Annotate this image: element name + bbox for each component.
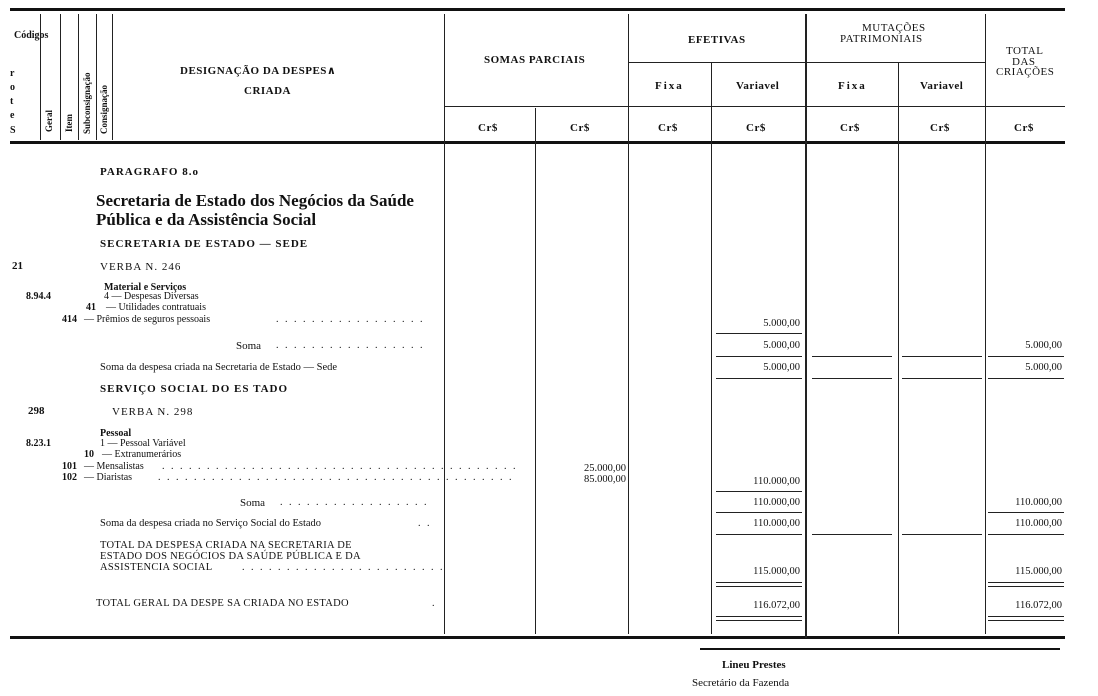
total-secretaria-total: 115.000,00 [1015, 566, 1062, 577]
signature-name: Lineu Prestes [722, 659, 786, 671]
currency-label: Cr$ [1014, 122, 1034, 134]
sum-line [902, 356, 982, 357]
secretaria-title: Secretaria de Estado dos Negócios da Saúde [96, 191, 414, 210]
bottom-rule-2 [700, 648, 1060, 650]
left-letter: e [10, 110, 15, 121]
item-pessoal-variavel: 1 — Pessoal Variável [100, 438, 186, 449]
mensalistas-value: 25.000,00 [584, 463, 626, 474]
sum-line [902, 378, 982, 379]
total-secretaria-label-3: ASSISTENCIA SOCIAL [100, 562, 213, 573]
header-vline [60, 14, 61, 140]
verba-code: 298 [28, 405, 45, 417]
item-diaristas: — Diaristas [84, 472, 133, 483]
sum-line [716, 582, 802, 583]
codigos-label: Códigos [14, 30, 49, 41]
variavel-header: Variavel [920, 80, 964, 92]
dot-leader: . . [418, 518, 432, 529]
header-vline [985, 14, 986, 634]
bottom-rule [10, 636, 1065, 639]
soma-servico-label: Soma da despesa criada no Serviço Social do Estado [100, 518, 322, 529]
soma2-total: 110.000,00 [1015, 497, 1062, 508]
verba-heading: VERBA N. 246 [100, 261, 182, 273]
header-vline [444, 14, 445, 634]
dot-leader: . . . . . . . . . . . . . . . . . [280, 497, 429, 508]
sum-line [988, 586, 1064, 587]
left-letter: r [10, 68, 15, 79]
diaristas-value: 85.000,00 [584, 474, 626, 485]
currency-label: Cr$ [746, 122, 766, 134]
code-8231: 8.23.1 [26, 438, 51, 449]
mutacoes-header: MUTAÇÕES [862, 22, 926, 34]
item-desp-diversas: 4 — Despesas Diversas [104, 291, 199, 302]
header-hline [628, 62, 985, 63]
currency-label: Cr$ [570, 122, 590, 134]
header-vline [535, 108, 536, 634]
sum-line [812, 356, 892, 357]
code-col-subconsignacao: Subconsignação [82, 72, 92, 134]
code-41: 41 [86, 302, 96, 313]
total-header: TOTAL [1006, 45, 1044, 57]
pessoal-heading: Pessoal [100, 428, 132, 439]
currency-label: Cr$ [478, 122, 498, 134]
code-col-item: Item [64, 114, 74, 132]
fixa-header: Fixa [838, 80, 867, 92]
signature-role: Secretário da Fazenda [692, 677, 790, 689]
variavel-header: Variavel [736, 80, 780, 92]
currency-label: Cr$ [930, 122, 950, 134]
total-geral-variavel: 116.072,00 [753, 600, 800, 611]
header-vline [898, 62, 899, 634]
header-vline [96, 14, 97, 140]
sum-line [716, 378, 802, 379]
header-vline [711, 62, 712, 634]
verba-code: 21 [12, 260, 23, 272]
soma1-variavel: 5.000,00 [763, 340, 800, 351]
currency-label: Cr$ [658, 122, 678, 134]
left-letter: S [10, 125, 16, 136]
item-extranumerarios: — Extranumerários [102, 449, 182, 460]
paragrafo-title: PARAGRAFO 8.o [100, 166, 199, 178]
dot-leader: . . . . . . . . . . . . . . . . . [276, 314, 425, 325]
header-bottom-rule [10, 141, 1065, 144]
header-vline [78, 14, 79, 140]
diaristas-variavel: 110.000,00 [753, 476, 800, 487]
fixa-header: Fixa [655, 80, 684, 92]
soma-sede-total: 5.000,00 [1025, 362, 1062, 373]
header-vline [805, 14, 807, 638]
item-mensalistas: — Mensalistas [84, 461, 144, 472]
header-vline [628, 14, 629, 634]
sum-line [716, 333, 802, 334]
total-header-2: DAS [1012, 56, 1036, 68]
item-utilidades: — Utilidades contratuais [106, 302, 206, 313]
top-rule [10, 8, 1065, 11]
dot-leader: . . . . . . . . . . . . . . . . . . . . . . . . . . . . . . . . . . . . . . . . [158, 472, 514, 483]
dot-leader: . . . . . . . . . . . . . . . . . [276, 340, 425, 351]
left-letter: o [10, 82, 15, 93]
sum-line [988, 356, 1064, 357]
left-letter: t [10, 96, 14, 107]
code-894: 8.94.4 [26, 291, 51, 302]
soma-sede-variavel: 5.000,00 [763, 362, 800, 373]
dot-leader: . . . . . . . . . . . . . . . . . . . . . . . . . . . . . . . . . . . . . . . . [162, 461, 518, 472]
total-secretaria-label: TOTAL DA DESPESA CRIADA NA SECRETARIA DE [100, 540, 352, 551]
dot-leader: . [432, 598, 437, 609]
header-vline [112, 14, 113, 140]
sum-line [812, 378, 892, 379]
sum-line [716, 534, 802, 535]
code-col-geral: Geral [44, 110, 54, 132]
sum-line [716, 616, 802, 617]
sum-line [812, 534, 892, 535]
item-premios: — Prêmios de seguros pessoais [84, 314, 211, 325]
code-10: 10 [84, 449, 94, 460]
code-col-consignacao: Consignação [99, 84, 109, 134]
total-geral-total: 116.072,00 [1015, 600, 1062, 611]
efetivas-header: EFETIVAS [688, 34, 746, 46]
soma2-variavel: 110.000,00 [753, 497, 800, 508]
code-102: 102 [62, 472, 77, 483]
sum-line [716, 512, 802, 513]
sum-line [988, 378, 1064, 379]
soma-servico-total: 110.000,00 [1015, 518, 1062, 529]
currency-label: Cr$ [840, 122, 860, 134]
sum-line [988, 534, 1064, 535]
sum-line [902, 534, 982, 535]
code-101: 101 [62, 461, 77, 472]
sum-line [716, 620, 802, 621]
sum-line [716, 586, 802, 587]
soma-sede-label: Soma da despesa criada na Secretaria de Estado — Sede [100, 362, 338, 373]
sede-heading: SECRETARIA DE ESTADO — SEDE [100, 238, 309, 250]
servico-heading: SERVIÇO SOCIAL DO ES TADO [100, 383, 289, 395]
sum-line [716, 356, 802, 357]
sum-line [716, 491, 802, 492]
designacao-header: DESIGNAÇÃO DA DESPES∧ [180, 65, 337, 77]
code-414: 414 [62, 314, 77, 325]
total-geral-label: TOTAL GERAL DA DESPE SA CRIADA NO ESTADO [96, 598, 349, 609]
sum-line [988, 616, 1064, 617]
material-heading: Material e Serviços [104, 282, 187, 293]
header-hline [444, 106, 1065, 107]
secretaria-title-2: Pública e da Assistência Social [96, 210, 317, 229]
soma1-total: 5.000,00 [1025, 340, 1062, 351]
mutacoes-header-2: PATRIMONIAIS [840, 33, 923, 45]
somas-parciais-header: SOMAS PARCIAIS [484, 54, 586, 66]
total-secretaria-label-2: ESTADO DOS NEGÓCIOS DA SAÚDE PÚBLICA E DA [100, 551, 361, 562]
soma-label: Soma [236, 340, 262, 352]
sum-line [988, 582, 1064, 583]
total-header-3: CRIAÇÕES [996, 66, 1055, 78]
premios-variavel-value: 5.000,00 [763, 318, 800, 329]
soma-label: Soma [240, 497, 266, 509]
designacao-header-2: CRIADA [244, 85, 291, 97]
dot-leader: . . . . . . . . . . . . . . . . . . . . . . . [242, 562, 445, 573]
total-secretaria-variavel: 115.000,00 [753, 566, 800, 577]
sum-line [988, 512, 1064, 513]
soma-servico-variavel: 110.000,00 [753, 518, 800, 529]
verba-heading: VERBA N. 298 [112, 406, 194, 418]
sum-line [988, 620, 1064, 621]
